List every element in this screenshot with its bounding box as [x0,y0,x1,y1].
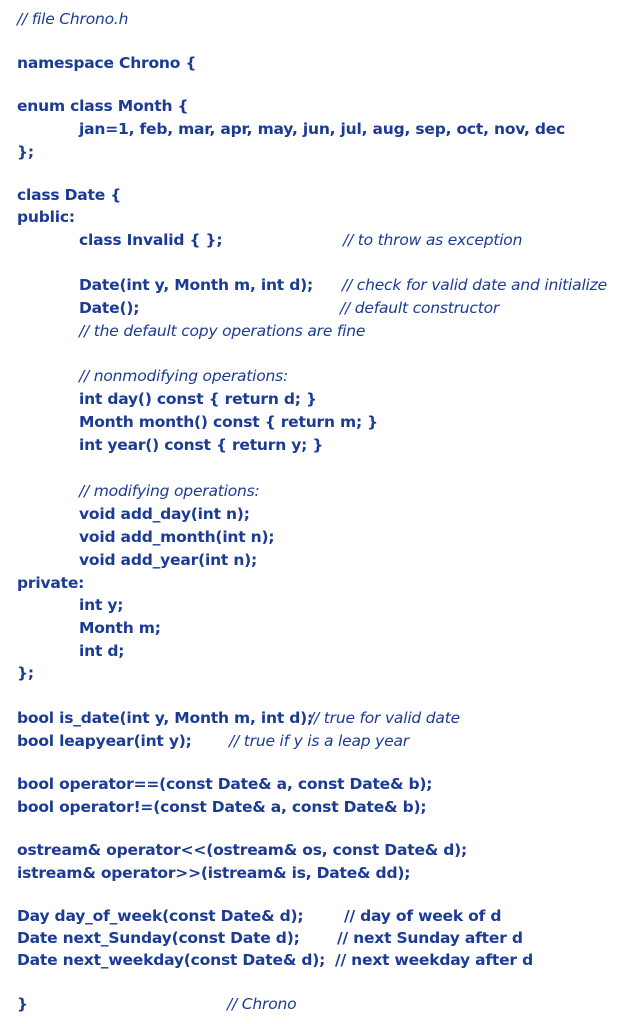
member-d: int d; [79,642,125,660]
default-constructor-comment: // default constructor [340,299,500,317]
class-close: }; [17,664,34,682]
file-comment: // file Chrono.h [17,10,129,28]
copy-comment: // the default copy operations are fine [79,322,366,340]
year-function: int year() const { return y; } [79,436,324,454]
nonmodifying-comment: // nonmodifying operations: [79,367,289,385]
invalid-class: class Invalid { }; [79,231,223,249]
operator-output: ostream& operator<<(ostream& os, const Date& d); [17,841,468,859]
add-year: void add_year(int n); [79,551,258,569]
namespace-close: } [17,995,28,1013]
member-y: int y; [79,596,124,614]
day-of-week: Day day_of_week(const Date& d); [17,907,304,925]
namespace-open: namespace Chrono { [17,54,197,72]
public-label: public: [17,208,75,226]
day-of-week-comment: // day of week of d [344,907,502,925]
add-day: void add_day(int n); [79,505,250,523]
day-function: int day() const { return d; } [79,390,317,408]
invalid-comment: // to throw as exception [343,231,523,249]
private-label: private: [17,574,85,592]
enum-open: enum class Month { [17,97,189,115]
enum-values: jan=1, feb, mar, apr, may, jun, jul, aug, sep, oct, nov, dec [79,120,566,138]
class-open: class Date { [17,186,122,204]
constructor-comment: // check for valid date and initialize [342,276,607,294]
next-sunday-comment: // next Sunday after d [337,929,523,947]
operator-equal: bool operator==(const Date& a, const Date& b); [17,775,433,793]
modifying-comment: // modifying operations: [79,482,260,500]
next-weekday-comment: // next weekday after d [335,951,533,969]
next-weekday: Date next_weekday(const Date& d); [17,951,326,969]
leapyear-comment: // true if y is a leap year [229,732,409,750]
operator-not-equal: bool operator!=(const Date& a, const Date& b); [17,798,427,816]
enum-close: }; [17,143,34,161]
month-function: Month month() const { return m; } [79,413,378,431]
leapyear: bool leapyear(int y); [17,732,192,750]
is-date-comment: // true for valid date [309,709,460,727]
add-month: void add_month(int n); [79,528,275,546]
member-m: Month m; [79,619,161,637]
namespace-close-comment: // Chrono [227,995,297,1013]
is-date: bool is_date(int y, Month m, int d); [17,709,314,727]
operator-input: istream& operator>>(istream& is, Date& dd); [17,864,411,882]
constructor: Date(int y, Month m, int d); [79,276,313,294]
default-constructor: Date(); [79,299,140,317]
next-sunday: Date next_Sunday(const Date d); [17,929,300,947]
